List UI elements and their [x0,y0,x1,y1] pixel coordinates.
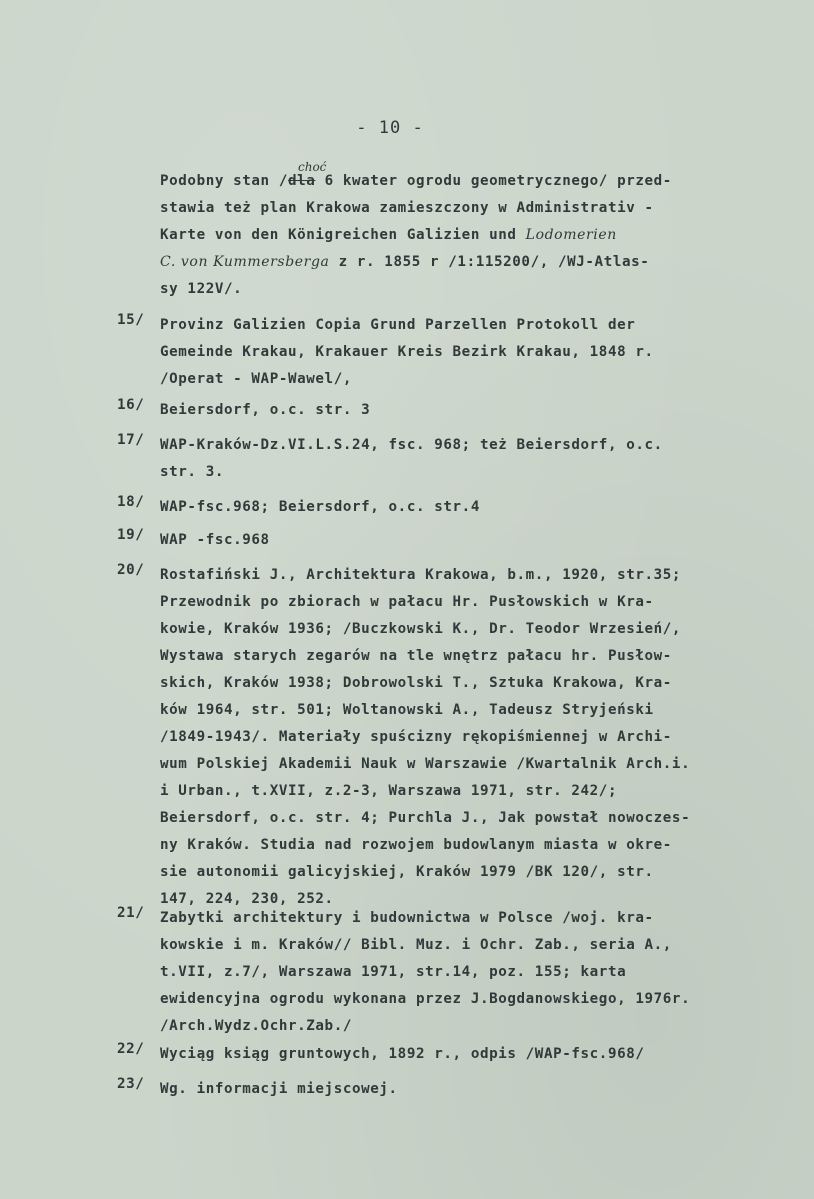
footnote-line: Beiersdorf, o.c. str. 3 [160,402,371,418]
typed-text: sy 122V/. [160,281,243,297]
footnote-text [160,1041,760,1068]
footnote-line: sie autonomii galicyjskiej, Kraków 1979 /BK 120/, str. [160,864,654,880]
intro-line [160,222,760,249]
footnote-line: ny Kraków. Studia nad rozwojem budowlanym miasta w okre- [160,837,672,853]
handwritten-text: C. von Kummersberga [160,254,330,270]
footnote-number: 23/ [117,1076,145,1092]
footnote-line: kowskie i m. Kraków// Bibl. Muz. i Ochr. Zab., seria A., [160,937,672,953]
handwritten-text: Lodomerien [525,227,617,243]
footnote-text [160,905,760,1040]
footnote-line: kowie, Kraków 1936; /Buczkowski K., Dr. Teodor Wrzesień/, [160,621,682,637]
footnote-line: Zabytki architektury i budownictwa w Polsce /woj. kra- [160,910,654,926]
footnote-line: /Arch.Wydz.Ochr.Zab./ [160,1018,352,1034]
intro-line [160,276,760,303]
footnote-number: 21/ [117,905,145,921]
handwritten-correction: choć [298,160,327,174]
footnote-number: 19/ [117,527,145,543]
footnote-line: wum Polskiej Akademii Nauk w Warszawie /Kwartalnik Arch.i. [160,756,691,772]
footnote-line: WAP-Kraków-Dz.VI.L.S.24, fsc. 968; też Beiersdorf, o.c. [160,437,663,453]
footnote-line: str. 3. [160,464,224,480]
footnote-text [160,527,760,554]
footnote-line: Gemeinde Krakau, Krakauer Kreis Bezirk Krakau, 1848 r. [160,344,654,360]
footnote-text [160,312,760,393]
typed-text: z r. 1855 r /1:115200/, /WJ-Atlas- [329,254,650,270]
footnote-line: Beiersdorf, o.c. str. 4; Purchla J., Jak powstał nowoczes- [160,810,691,826]
footnote-line: Provinz Galizien Copia Grund Parzellen Protokoll der [160,317,636,333]
footnote-line: Wg. informacji miejscowej. [160,1081,398,1097]
footnote-line: Rostafiński J., Architektura Krakowa, b.m., 1920, str.35; [160,567,682,583]
footnote-line: Przewodnik po zbiorach w pałacu Hr. Pusłowskich w Kra- [160,594,654,610]
typed-text: 6 kwater ogrodu geometrycznego/ przed- [315,173,672,189]
footnote-number: 16/ [117,397,145,413]
footnote-line: t.VII, z.7/, Warszawa 1971, str.14, poz. 155; karta [160,964,627,980]
footnote-number: 20/ [117,562,145,578]
footnote-line: WAP -fsc.968 [160,532,270,548]
footnote-text [160,1076,760,1103]
footnote-number: 22/ [117,1041,145,1057]
footnote-number: 18/ [117,494,145,510]
intro-line [160,195,760,222]
struck-text: dla [287,173,316,189]
footnote-text [160,562,760,913]
footnote-line: ków 1964, str. 501; Woltanowski A., Tadeusz Stryjeński [160,702,654,718]
footnote-line: ewidencyjna ogrodu wykonana przez J.Bogdanowskiego, 1976r. [160,991,691,1007]
typed-text: Karte von den Königreichen Galizien und [160,227,526,243]
footnote-line: Wystawa starych zegarów na tle wnętrz pałacu hr. Pusłow- [160,648,672,664]
footnote-line: skich, Kraków 1938; Dobrowolski T., Sztuka Krakowa, Kra- [160,675,672,691]
footnote-text [160,494,760,521]
footnote-text [160,397,760,424]
intro-line [160,168,760,195]
footnote-line: /Operat - WAP-Wawel/, [160,371,352,387]
footnote-line: i Urban., t.XVII, z.2-3, Warszawa 1971, str. 242/; [160,783,618,799]
footnote-line: /1849-1943/. Materiały spuścizny rękopiśmiennej w Archi- [160,729,672,745]
footnote-line: 147, 224, 230, 252. [160,891,334,907]
footnote-line: WAP-fsc.968; Beiersdorf, o.c. str.4 [160,499,480,515]
page-number: - 10 - [356,118,424,138]
footnote-number: 15/ [117,312,145,328]
intro-paragraph [160,168,760,303]
footnote-number: 17/ [117,432,145,448]
typed-text: stawia też plan Krakowa zamieszczony w Administrativ - [160,200,654,216]
intro-line [160,249,760,276]
footnote-text [160,432,760,486]
footnote-line: Wyciąg ksiąg gruntowych, 1892 r., odpis /WAP-fsc.968/ [160,1046,645,1062]
typed-text: Podobny stan / [160,173,288,189]
